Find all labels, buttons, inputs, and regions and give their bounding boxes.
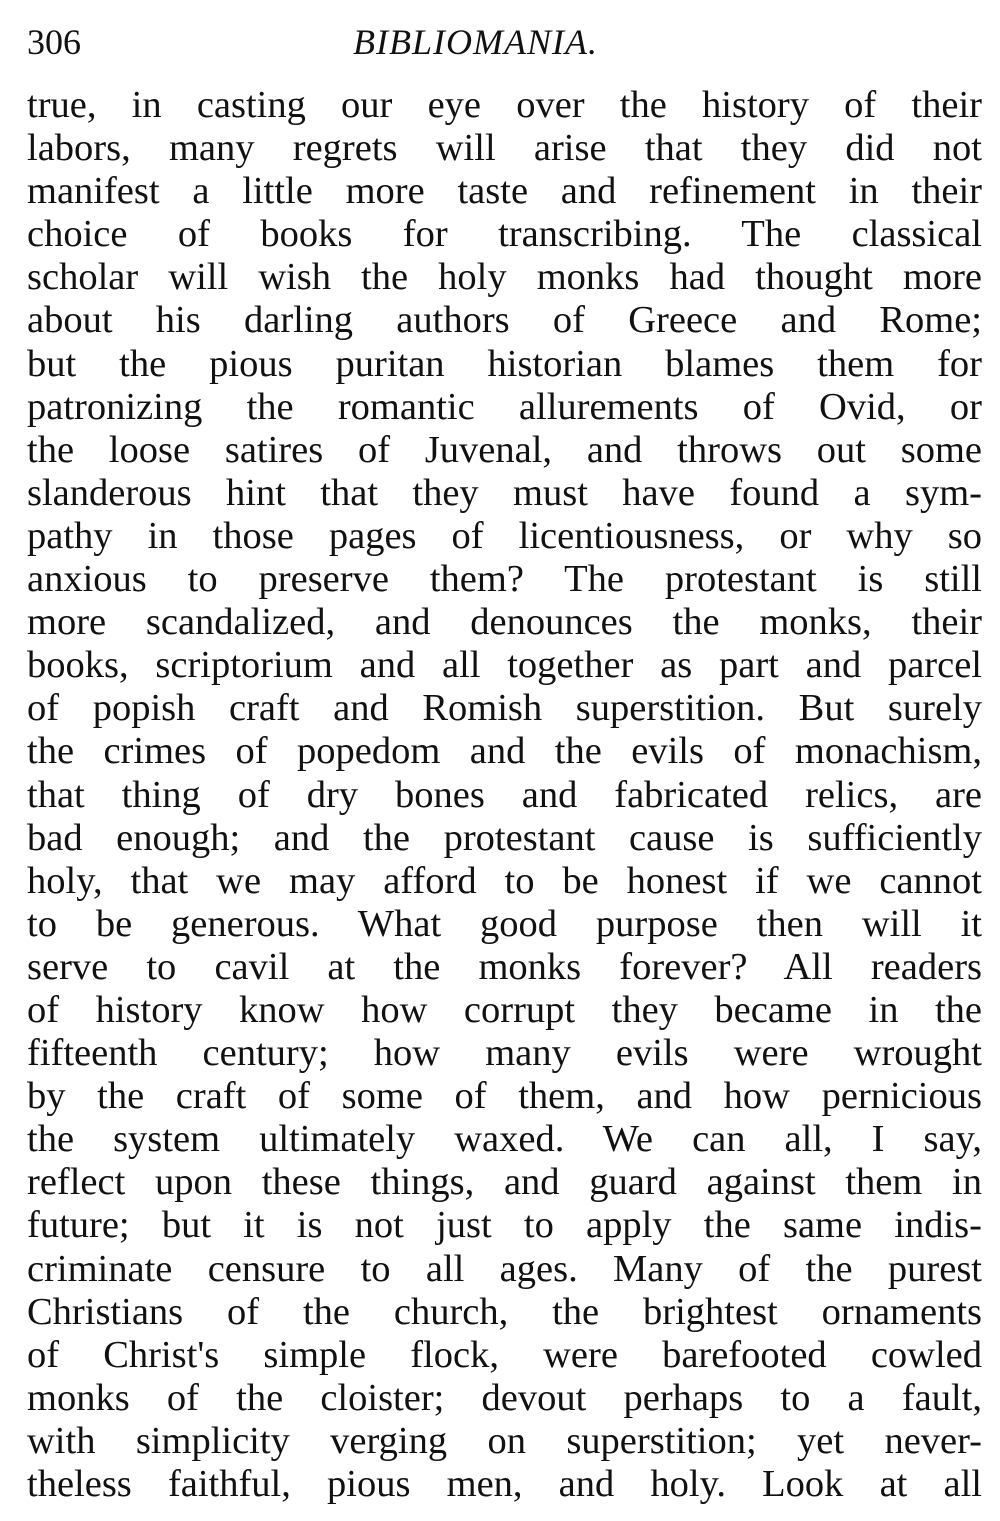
text-line: the crimes of popedom and the evils of monachism,: [27, 730, 982, 773]
text-line: of history know how corrupt they became in the: [27, 988, 982, 1031]
text-line: of popish craft and Romish superstition. But surely: [27, 687, 982, 730]
text-line: manifest a little more taste and refinement in their: [27, 170, 982, 213]
text-line: choice of books for transcribing. The classical: [27, 213, 982, 256]
text-line: holy, that we may afford to be honest if we cannot: [27, 859, 982, 902]
text-line: patronizing the romantic allurements of Ovid, or: [27, 385, 982, 428]
text-line: scholar will wish the holy monks had thought more: [27, 256, 982, 299]
text-line: by the craft of some of them, and how pernicious: [27, 1075, 982, 1118]
text-line: bad enough; and the protestant cause is sufficiently: [27, 816, 982, 859]
text-line: Christians of the church, the brightest ornaments: [27, 1290, 982, 1333]
text-line: but the pious puritan historian blames them for: [27, 342, 982, 385]
text-line: true, in casting our eye over the history of their: [27, 84, 982, 126]
text-line: that thing of dry bones and fabricated relics, are: [27, 773, 982, 816]
text-line: reflect upon these things, and guard against them in: [27, 1161, 982, 1204]
page-number: 306: [27, 22, 81, 62]
text-line: monks of the cloister; devout perhaps to a fault,: [27, 1376, 982, 1419]
running-head: [27, 14, 982, 74]
text-line: theless faithful, pious men, and holy. Look at all: [27, 1463, 982, 1505]
text-line: the system ultimately waxed. We can all, I say,: [27, 1118, 982, 1161]
text-line: pathy in those pages of licentiousness, or why so: [27, 514, 982, 557]
text-line: of Christ's simple flock, were barefooted cowled: [27, 1333, 982, 1376]
text-line: anxious to preserve them? The protestant is still: [27, 558, 982, 601]
text-line: criminate censure to all ages. Many of the purest: [27, 1247, 982, 1290]
text-line: labors, many regrets will arise that they did not: [27, 127, 982, 170]
text-line: serve to cavil at the monks forever? All readers: [27, 945, 982, 988]
text-line: more scandalized, and denounces the monks, their: [27, 601, 982, 644]
text-line: books, scriptorium and all together as part and parcel: [27, 644, 982, 687]
running-title: BIBLIOMANIA.: [353, 22, 598, 62]
text-line: fifteenth century; how many evils were wrought: [27, 1032, 982, 1075]
text-line: to be generous. What good purpose then will it: [27, 902, 982, 945]
text-line: the loose satires of Juvenal, and throws out some: [27, 428, 982, 471]
body-text: [27, 84, 982, 1506]
text-line: slanderous hint that they must have found a sym-: [27, 471, 982, 514]
text-line: future; but it is not just to apply the same indis-: [27, 1204, 982, 1247]
text-line: about his darling authors of Greece and Rome;: [27, 299, 982, 342]
text-line: with simplicity verging on superstition; yet never-: [27, 1419, 982, 1462]
